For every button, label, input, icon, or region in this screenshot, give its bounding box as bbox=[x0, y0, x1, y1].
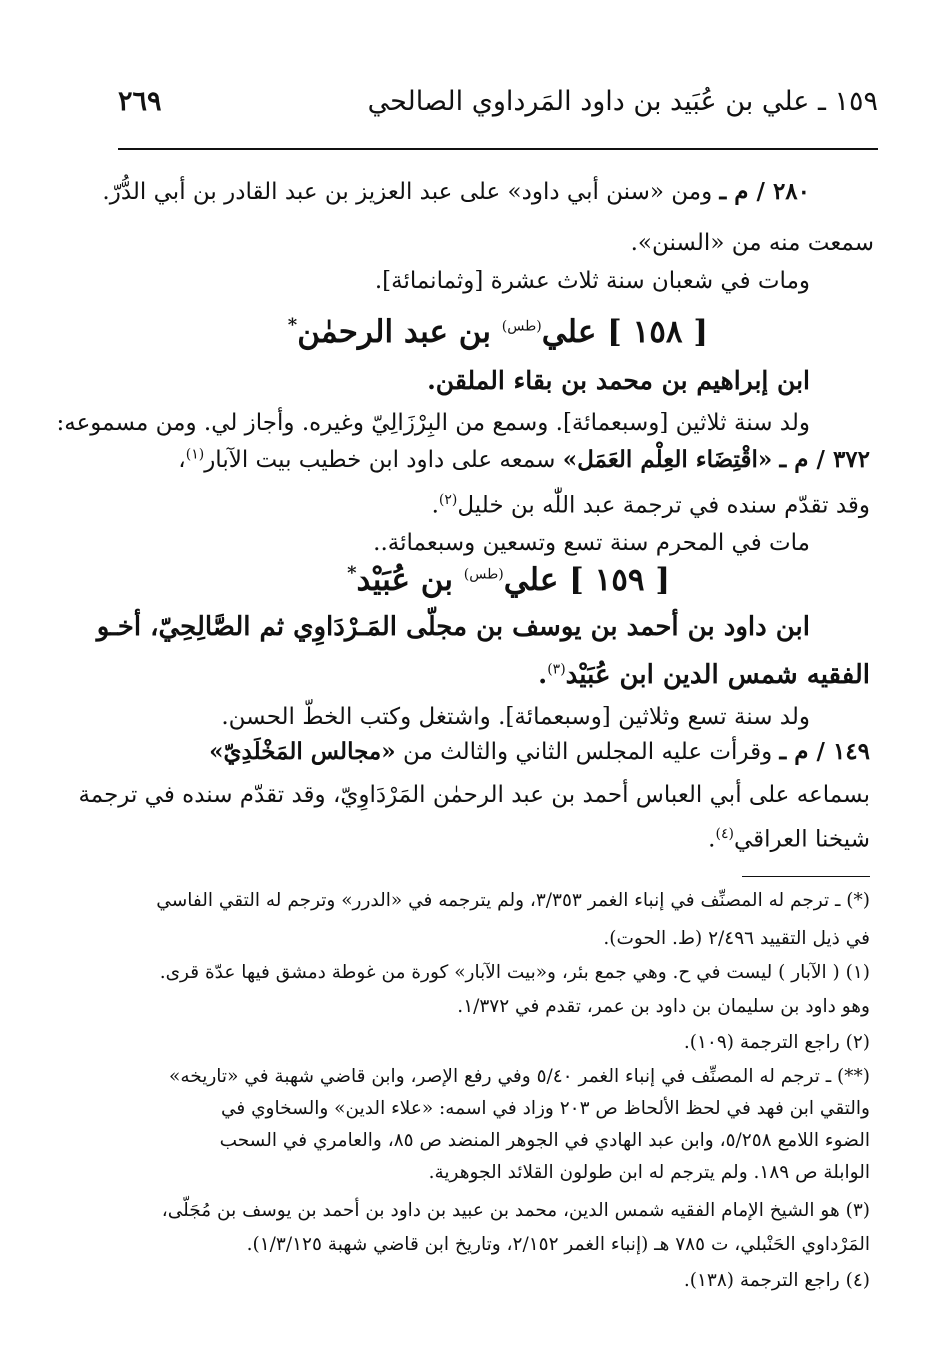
bio-159-lineage-end bbox=[538, 660, 870, 691]
entry-149-period: . bbox=[708, 826, 716, 853]
footnote-ref-3: (٣) bbox=[547, 661, 566, 678]
footnote-ref-4: (٤) bbox=[715, 826, 734, 842]
entry-372-number: ٣٧٢ / م ـ bbox=[779, 446, 870, 473]
entry-372-end: ، bbox=[178, 447, 186, 473]
running-title: ١٥٩ ـ علي بن عُبَيد بن داود المَرداوي الصالحي bbox=[367, 86, 878, 117]
entry-280-text: ومن «سنن أبي داود» على عبد العزيز بن عبد القادر بن أبي الدُّرّ. bbox=[102, 179, 713, 205]
footnote-double-star-line-3: الضوء اللامع ٥/٢٥٨، وابن عبد الهادي في الجوهر المنضد ص ٨٥، والعامري في السحب bbox=[219, 1130, 870, 1151]
entry-372-text: سمعه على داود ابن خطيب بيت الآبار bbox=[204, 447, 556, 473]
bio-158-heading-name: بن عبد الرحمٰن bbox=[297, 314, 491, 350]
header-rule bbox=[118, 148, 878, 150]
footnote-double-star-line-4: الوابلة ص ١٨٩. ولم يترجم له ابن طولون القلائد الجوهرية. bbox=[428, 1162, 870, 1183]
entry-149-continuation: بسماعه على أبي العباس أحمد بن عبد الرحمٰن المَرْدَاوِيّ، وقد تقدّم سنده في ترجمة bbox=[78, 782, 870, 808]
footnote-double-star-line-2: والتقي ابن فهد في لحظ الألحاظ ص ٢٠٣ وزاد في اسمه: «علاء الدين» والسخاوي في bbox=[220, 1098, 870, 1119]
bio-158-cross-ref-text: وقد تقدّم سنده في ترجمة عبد اللّٰه بن خليل bbox=[457, 492, 870, 519]
footnote-rule bbox=[742, 876, 870, 877]
entry-149-end-line bbox=[708, 826, 870, 854]
bio-159-heading bbox=[347, 562, 670, 599]
footnote-double-star: (**) ـ ترجم له المصنِّف في إنباء الغمر ٥/٤٠ وفي رفع الإصر، وابن قاضي شهبة في «تاريخه» bbox=[169, 1066, 870, 1087]
footnote-1-continuation: وهو داود بن سليمان بن داود بن عمر، تقدم في ١/٣٧٢. bbox=[457, 996, 870, 1017]
bio-158-cross-ref-end: . bbox=[431, 492, 439, 519]
entry-280-number: ٢٨٠ / م ـ bbox=[719, 178, 810, 205]
footnote-ref-1: (١) bbox=[185, 446, 205, 463]
footnote-star: (*) ـ ترجم له المصنِّف في إنباء الغمر ٣/٣٥٣، ولم يترجمه في «الدرر» وترجم له التقي الفاسي bbox=[156, 890, 870, 911]
entry-149-text: وقرأت عليه المجلس الثاني والثالث من bbox=[402, 739, 773, 765]
bio-159-siglum: (طس) bbox=[463, 566, 504, 583]
bio-159-lineage: ابن داود بن أحمد بن يوسف بن مجلّى المَـرْدَاوِي ثم الصَّالِحِيّ، أخـو bbox=[96, 612, 810, 642]
footnote-3-continuation: المَرْداوي الحَنْبلي، ت ٧٨٥ هـ (إنباء الغمر ٢/١٥٢، وتاريخ ابن قاضي شهبة ١/٣/١٢٥). bbox=[246, 1234, 870, 1255]
entry-149-number: ١٤٩ / م ـ bbox=[779, 738, 870, 765]
bio-158-death: مات في المحرم سنة تسع وتسعين وسبعمائة.. bbox=[373, 530, 810, 556]
bio-159-heading-name: بن عُبَيْد bbox=[356, 562, 453, 598]
entry-149-end-text: شيخنا العراقي bbox=[733, 826, 870, 853]
footnote-ref-2: (٢) bbox=[438, 492, 458, 508]
entry-149-line bbox=[209, 738, 870, 767]
asterisk-icon: * bbox=[287, 314, 298, 336]
bio-159-born: ولد سنة تسع وثلاثين [وسبعمائة]. واشتغل وكتب الخطّ الحسن. bbox=[221, 704, 810, 730]
page-header bbox=[118, 82, 878, 142]
entry-372-title: «اقْتِضَاء العِلْم العَمَل» bbox=[562, 446, 773, 473]
bio-159-heading-number: [ ١٥٩ ] علي bbox=[503, 562, 670, 598]
double-asterisk-icon: * bbox=[347, 562, 357, 584]
footnote-1: (١) ( الآبار ) ليست في ح. وهي جمع بئر، و«بيت الآبار» كورة من غوطة دمشق فيها عدّة قرى. bbox=[159, 962, 870, 983]
entry-280-continuation: سمعت منه من «السنن». bbox=[630, 230, 874, 256]
bio-158-cross-ref bbox=[432, 492, 870, 520]
bio-158-siglum: (طس) bbox=[501, 318, 542, 335]
bio-158-born: ولد سنة ثلاثين [وسبعمائة]. وسمع من البِرْزَالِيّ وغيره. وأجاز لي. ومن مسموعه: bbox=[56, 410, 810, 436]
bio-158-heading bbox=[288, 314, 708, 351]
bio-159-lineage-period: . bbox=[538, 660, 548, 690]
footnote-4: (٤) راجع الترجمة (١٣٨). bbox=[683, 1270, 870, 1291]
entry-280-line bbox=[102, 178, 810, 207]
entry-372-line bbox=[178, 446, 870, 475]
bio-159-lineage-text: الفقيه شمس الدين ابن عُبَيْد bbox=[565, 660, 870, 690]
footnote-star-continuation: في ذيل التقييد ٢/٤٩٦ (ط. الحوت). bbox=[603, 928, 870, 949]
entry-149-title: «مجالس المَخْلَدِيّ» bbox=[209, 738, 396, 765]
bio-158-lineage: ابن إبراهيم بن محمد بن بقاء الملقن. bbox=[427, 366, 810, 395]
footnote-2: (٢) راجع الترجمة (١٠٩). bbox=[683, 1032, 870, 1053]
entry-280-death: ومات في شعبان سنة ثلاث عشرة [وثمانمائة]. bbox=[374, 268, 810, 294]
footnote-3: (٣) هو الشيخ الإمام الفقيه شمس الدين، محمد بن عبيد بن داود بن أحمد بن يوسف بن مُجَلّى، bbox=[161, 1200, 870, 1221]
bio-158-heading-number: [ ١٥٨ ] علي bbox=[541, 314, 708, 350]
page-number: ٢٦٩ bbox=[118, 86, 162, 117]
